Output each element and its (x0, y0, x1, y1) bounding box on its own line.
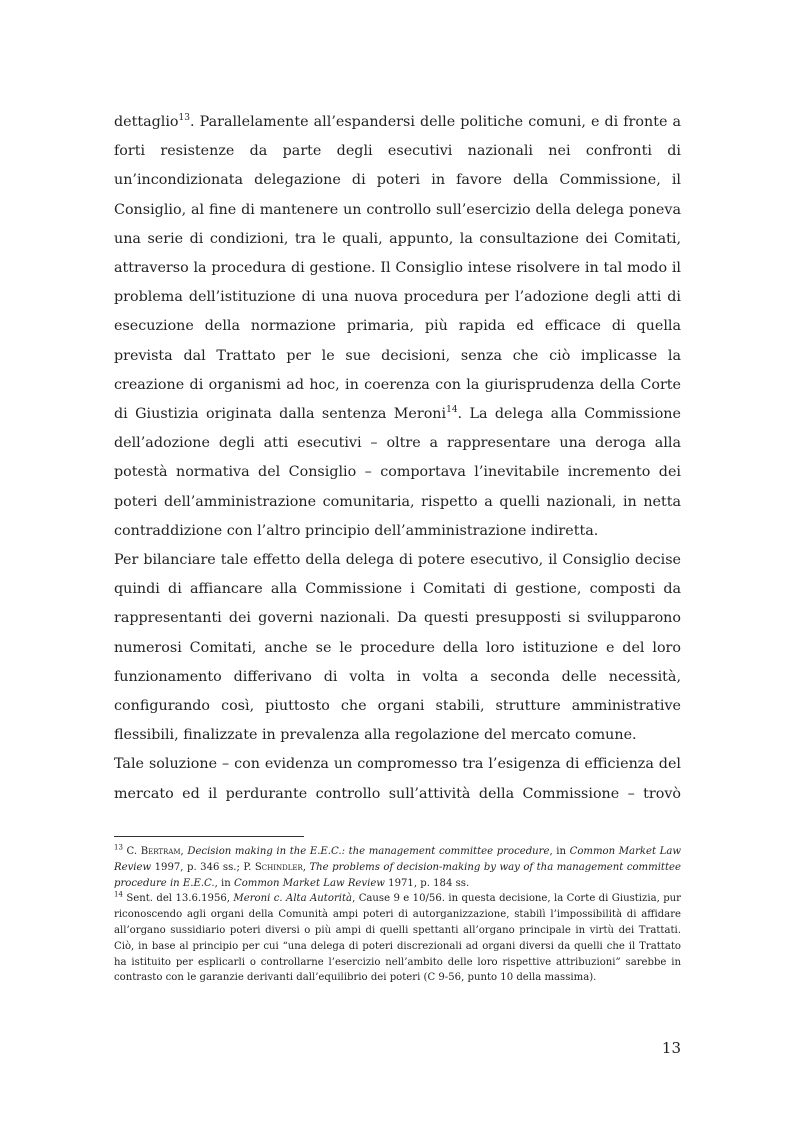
footnote-13 (114, 844, 681, 891)
page-number: 13 (661, 1039, 681, 1057)
paragraph-3: Tale soluzione – con evidenza un compromesso tra l’esigenza di efficienza del mercato ed il perdurante controllo sull’attività della Commissione – trovò (114, 756, 681, 802)
footnote-14 (114, 891, 681, 986)
footnote-text: C. (122, 846, 141, 857)
footnote-ref-13[interactable]: 13 (178, 113, 190, 124)
footnote-text: , in (549, 846, 570, 857)
footnote-text: , in (214, 877, 234, 889)
author-name: Schindler (254, 861, 303, 873)
footnotes (114, 844, 681, 986)
footnote-text: 1997, p. 346 ss.; P. (151, 861, 255, 873)
footnote-text: Sent. del 13.6.1956, (122, 893, 234, 905)
cited-title: The problems of decision-making by way of tha management committee procedure in E.E.C. (114, 861, 681, 889)
footnote-text: , (302, 861, 310, 873)
paragraph-1-text-middle: . Parallelamente all’espandersi delle politiche comuni, e di fronte a forti resistenze da parte degli esecutivi nazionali nei confronti di un’incondizionata delegazione di poteri in favore della Commissione, il Consiglio, al fine di mantenere un controllo sull’esercizio della delega poneva una serie di condizioni, tra le quali, appunto, la consultazione dei Comitati, attraverso la procedura di gestione. Il Consiglio intese risolvere in tal modo il problema dell’istituzione di una nuova procedura per l’adozione degli atti di esecuzione della normazione primaria, più rapida ed efficace di quella prevista dal Trattato per le sue decisioni, senza che ciò implicasse la creazione di organismi ad hoc, in coerenza con la giurisprudenza della Corte di Giustizia originata dalla sentenza Meroni (114, 114, 681, 423)
footnote-text: , (180, 846, 188, 857)
footnote-text: , Cause 9 e 10/56. in questa decisione, la Corte di Giustizia, pur riconoscendo agli organi della Comunità ampi poteri di autorganizzazione, stabilì l’impossibilità di affidare all’organo sussidiario poteri diversi o più ampi di quelli spettanti all’organo principale in virtù dei Trattati. Ciò, in base al principio per cui “una delega di poteri discrezionali ad organi diversi da quelli che il Trattato ha istituito per esplicarli o controllarne l’esercizio nell’ambito delle loro rispettive attribuzioni” sarebbe in contrasto con le garanzie derivanti dall’equilibrio dei poteri (C 9-56, punto 10 della massima). (114, 893, 681, 984)
journal-title: Common Market Law Review (114, 846, 681, 873)
footnote-text: 1971, p. 184 ss. (384, 877, 470, 889)
journal-title: Common Market Law Review (233, 877, 385, 889)
paragraph-1-text-start: dettaglio (114, 114, 179, 130)
paragraph-1 (114, 108, 681, 546)
paragraph-2: Per bilanciare tale effetto della delega di potere esecutivo, il Consiglio decise quindi di affiancare alla Commissione i Comitati di gestione, composti da rappresentanti dei governi nazionali. Da questi presupposti si svilupparono numerosi Comitati, anche se le procedure della loro istituzione e del loro funzionamento differivano di volta in volta a seconda delle necessità, configurando così, piuttosto che organi stabili, strutture amministrative flessibili, finalizzate in prevalenza alla regolazione del mercato comune. (114, 552, 681, 744)
footnote-number: 13 (114, 843, 123, 852)
footnote-number: 14 (114, 891, 123, 900)
cited-title: Decision making in the E.E.C.: the management committee procedure (187, 846, 550, 857)
author-name: Bertram (140, 846, 181, 857)
footnote-ref-14[interactable]: 14 (446, 405, 458, 416)
paragraph-1-text-end: . La delega alla Commissione dell’adozione degli atti esecutivi – oltre a rappresentare una deroga alla potestà normativa del Consiglio – comportava l’inevitabile incremento dei poteri dell’amministrazione comunitaria, rispetto a quelli nazionali, in netta contraddizione con l’altro principio dell’amministrazione indiretta. (114, 406, 681, 539)
case-name: Meroni c. Alta Autorità (233, 893, 353, 905)
body-text (114, 108, 681, 809)
footnote-separator (114, 836, 304, 837)
